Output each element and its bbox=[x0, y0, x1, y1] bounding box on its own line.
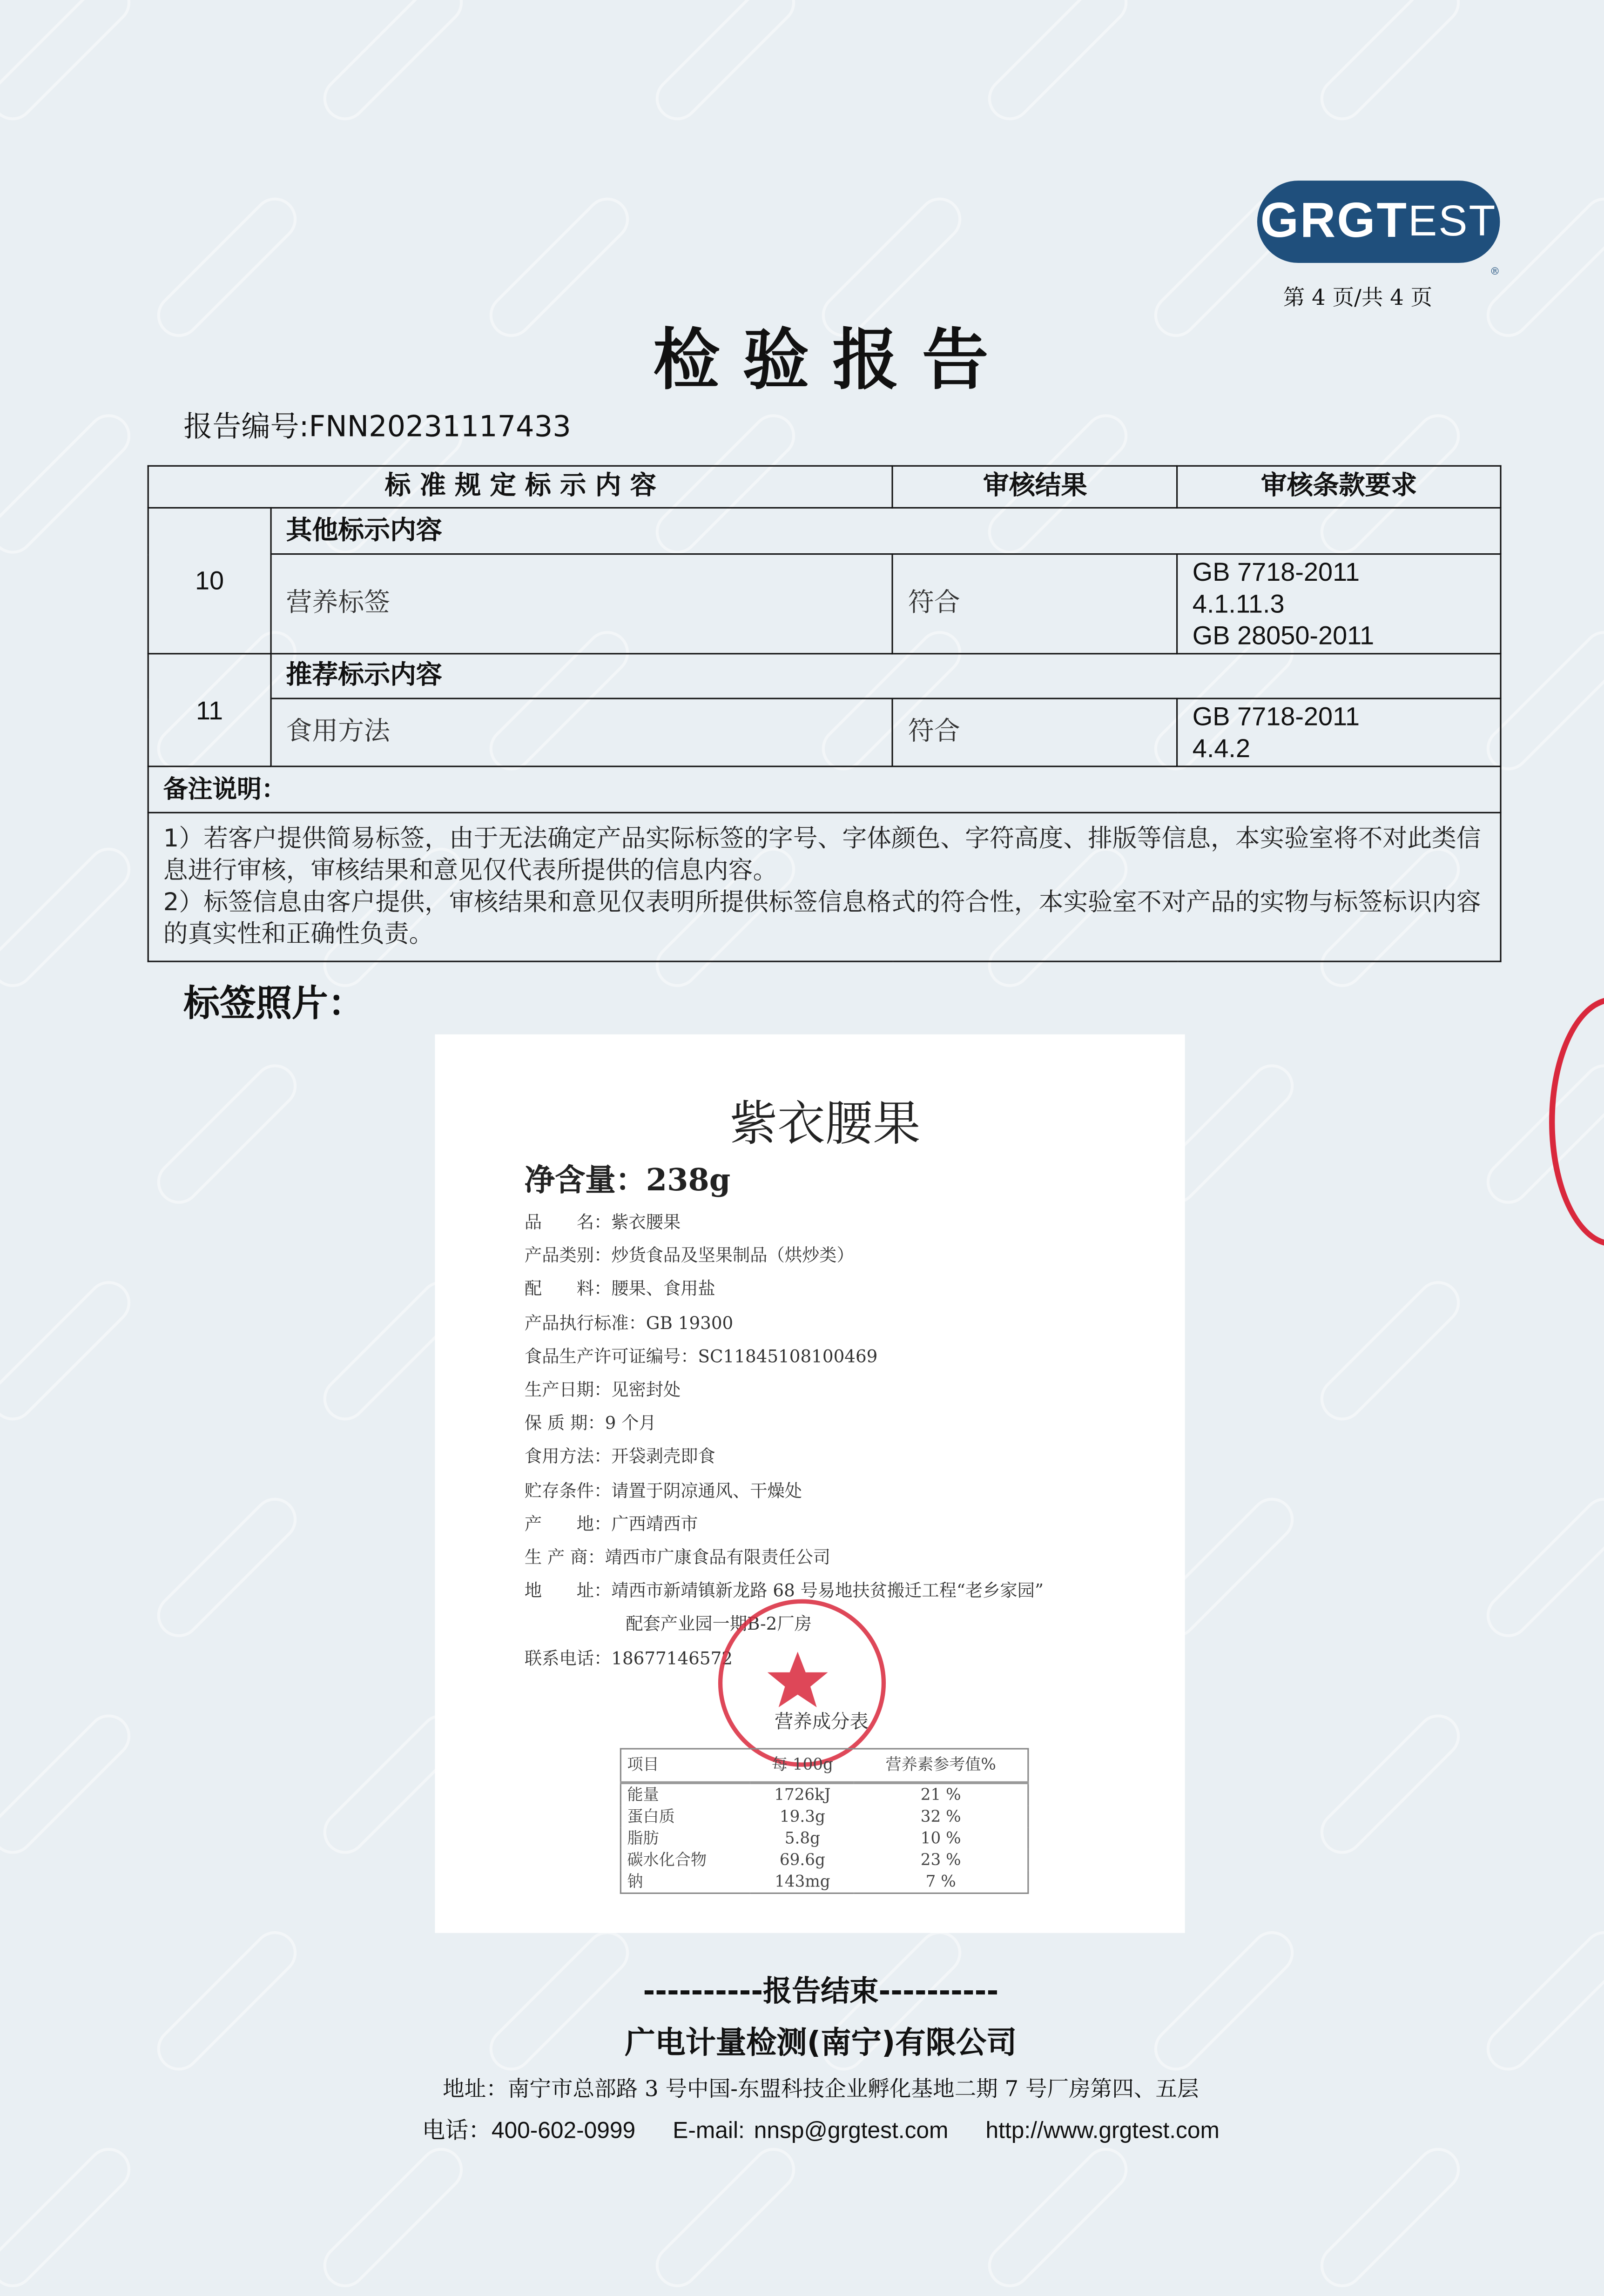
report-number: 报告编号:FNN20231117433 bbox=[183, 409, 571, 444]
watermark-shape bbox=[0, 1705, 139, 1863]
nutrition-cell: 钠 bbox=[627, 1871, 643, 1891]
footer-website[interactable]: http://www.grgtest.com bbox=[985, 2119, 1220, 2144]
footer-address: 地址：南宁市总部路 3 号中国-东盟科技企业孵化基地二期 7 号厂房第四、五层 bbox=[443, 2076, 1199, 2102]
watermark-shape bbox=[647, 2139, 804, 2296]
label-line-key: 配 料： bbox=[524, 1279, 612, 1300]
nutrition-cell: 10 % bbox=[920, 1828, 961, 1847]
nutrition-row bbox=[620, 1827, 1028, 1849]
report-seal-partial bbox=[1549, 997, 1604, 1247]
nutrition-cell: 21 % bbox=[920, 1785, 961, 1804]
label-line bbox=[525, 1512, 698, 1536]
footer-company: 广电计量检测(南宁)有限公司 bbox=[625, 2025, 1017, 2061]
label-line-value: 配套产业园一期B-2厂房 bbox=[626, 1614, 812, 1635]
label-line bbox=[525, 1479, 802, 1502]
row-number: 10 bbox=[148, 508, 271, 654]
label-line-value: SC11845108100469 bbox=[698, 1346, 878, 1367]
nutrition-cell: 蛋白质 bbox=[627, 1806, 675, 1826]
label-line-key: 贮存条件： bbox=[524, 1480, 612, 1501]
logo-text: GRGT bbox=[1260, 194, 1409, 248]
page-indicator: 第 4 页/共 4 页 bbox=[1283, 284, 1433, 311]
nutrition-cell: 143mg bbox=[775, 1871, 830, 1891]
row-item: 食用方法 bbox=[271, 698, 893, 766]
row-clauses bbox=[1177, 698, 1501, 766]
watermark-shape bbox=[1311, 0, 1469, 129]
nut-header: 项目 bbox=[627, 1755, 659, 1774]
label-line-value: 见密封处 bbox=[611, 1379, 681, 1400]
nutrition-row bbox=[620, 1849, 1028, 1871]
nutrition-row bbox=[620, 1783, 1028, 1806]
photo-section-title: 标签照片： bbox=[183, 982, 364, 1025]
registered-mark: ® bbox=[1489, 266, 1500, 278]
label-line bbox=[525, 1311, 733, 1335]
row-result: 符合 bbox=[893, 554, 1177, 654]
label-net-content: 净含量：238g bbox=[524, 1161, 731, 1198]
watermark-shape bbox=[0, 0, 139, 129]
row-number: 11 bbox=[148, 654, 271, 766]
watermark-shape bbox=[0, 839, 139, 996]
nutrition-cell: 5.8g bbox=[784, 1828, 820, 1847]
table-row bbox=[148, 654, 1501, 698]
label-line bbox=[525, 1211, 681, 1234]
label-line bbox=[525, 1244, 854, 1268]
remark: 2）标签信息由客户提供，审核结果和意见仅表明所提供标签信息格式的符合性，本实验室不对产品的实物与标签标识内容的真实性和正确性负责。 bbox=[163, 888, 1481, 949]
watermark-shape bbox=[647, 0, 804, 129]
label-line-key: 保 质 期： bbox=[524, 1413, 605, 1434]
nutrition-cell: 脂肪 bbox=[627, 1828, 659, 1847]
table-header-row bbox=[148, 466, 1501, 508]
nut-header: 营养素参考值% bbox=[885, 1755, 996, 1774]
row-clauses bbox=[1177, 554, 1501, 654]
footer-phone: 电话：400-602-0999 bbox=[422, 2119, 636, 2144]
row-item: 营养标签 bbox=[271, 554, 893, 654]
row-category: 推荐标示内容 bbox=[271, 654, 1501, 698]
nut-header: 每 100g bbox=[771, 1755, 833, 1774]
watermark-shape bbox=[0, 405, 139, 563]
watermark-shape bbox=[0, 1272, 139, 1430]
label-line-key: 食用方法： bbox=[524, 1446, 612, 1467]
label-line-value: 开袋剥壳即食 bbox=[611, 1446, 715, 1467]
label-line bbox=[525, 1546, 830, 1569]
label-line-value: 18677146572 bbox=[611, 1647, 733, 1668]
label-line-key: 食品生产许可证编号： bbox=[524, 1346, 698, 1367]
label-line-value: 9 个月 bbox=[605, 1413, 656, 1434]
header-content: 标 准 规 定 标 示 内 容 bbox=[148, 466, 893, 508]
label-line-value: 炒货食品及坚果制品（烘炒类） bbox=[611, 1245, 854, 1266]
clause: GB 28050-2011 bbox=[1192, 621, 1375, 651]
review-table bbox=[148, 465, 1502, 962]
label-line bbox=[525, 1445, 715, 1469]
table-row bbox=[148, 508, 1501, 554]
remarks-title: 备注说明： bbox=[148, 766, 1501, 812]
watermark-shape bbox=[979, 0, 1136, 129]
label-line-value: 腰果、食用盐 bbox=[611, 1279, 715, 1300]
label-product-title: 紫衣腰果 bbox=[729, 1095, 921, 1152]
nutrition-cell: 69.6g bbox=[779, 1850, 825, 1869]
label-line-key: 生 产 商： bbox=[524, 1547, 605, 1568]
remarks-content bbox=[148, 812, 1501, 961]
nutrition-cell: 32 % bbox=[920, 1806, 961, 1826]
watermark-shape bbox=[148, 1489, 305, 1646]
clause: 4.1.11.3 bbox=[1192, 589, 1285, 618]
label-line-key: 品 名： bbox=[524, 1212, 612, 1233]
label-line-value: 靖西市新靖镇新龙路 68 号易地扶贫搬迁工程“老乡家园” bbox=[611, 1580, 1044, 1601]
remark: 1）若客户提供简易标签，由于无法确定产品实际标签的字号、字体颜色、字符高度、排版等信息，本实验室将不对此类信息进行审核，审核结果和意见仅代表所提供的信息内容。 bbox=[163, 825, 1481, 886]
nutrition-cell: 7 % bbox=[925, 1871, 956, 1891]
watermark-shape bbox=[314, 0, 472, 129]
table-row bbox=[148, 698, 1501, 766]
label-line-key: 产品类别： bbox=[524, 1245, 612, 1266]
label-line bbox=[525, 1378, 681, 1402]
label-line-key: 联系电话： bbox=[524, 1647, 612, 1668]
remarks-title-row bbox=[148, 766, 1501, 812]
company-seal bbox=[718, 1599, 886, 1767]
logo-text-suffix: EST bbox=[1408, 197, 1497, 245]
clause: 4.4.2 bbox=[1192, 734, 1251, 763]
row-result: 符合 bbox=[893, 698, 1177, 766]
clause: GB 7718-2011 bbox=[1192, 702, 1360, 731]
table-row bbox=[148, 554, 1501, 654]
watermark-shape bbox=[1478, 1489, 1604, 1646]
watermark-shape bbox=[148, 1055, 305, 1213]
remarks-row bbox=[148, 812, 1501, 961]
clause: GB 7718-2011 bbox=[1192, 557, 1360, 587]
watermark-shape bbox=[979, 2139, 1136, 2296]
label-line bbox=[525, 1646, 733, 1670]
label-line bbox=[525, 1345, 877, 1368]
nutrition-cell: 1726kJ bbox=[774, 1785, 831, 1804]
nutrition-cell: 23 % bbox=[920, 1850, 961, 1869]
nutrition-title: 营养成分表 bbox=[775, 1712, 869, 1734]
header-clauses: 审核条款要求 bbox=[1177, 466, 1501, 508]
watermark-shape bbox=[314, 2139, 472, 2296]
label-line bbox=[525, 1278, 715, 1301]
nutrition-cell: 碳水化合物 bbox=[627, 1850, 707, 1869]
label-line-value: 靖西市广康食品有限责任公司 bbox=[605, 1547, 831, 1568]
label-line-value: 请置于阴凉通风、干燥处 bbox=[611, 1480, 802, 1501]
nutrition-row bbox=[620, 1871, 1028, 1893]
footer-email[interactable]: E-mail: nnsp@grgtest.com bbox=[673, 2119, 949, 2144]
watermark-shape bbox=[1311, 1705, 1469, 1863]
label-line-value: 紫衣腰果 bbox=[611, 1212, 681, 1233]
nutrition-cell: 19.3g bbox=[779, 1806, 825, 1826]
row-category: 其他标示内容 bbox=[271, 508, 1501, 554]
watermark-shape bbox=[1311, 1272, 1469, 1430]
nutrition-table bbox=[620, 1748, 1029, 1894]
label-line-key: 产品执行标准： bbox=[524, 1312, 646, 1333]
watermark-shape bbox=[0, 2139, 139, 2296]
nutrition-cell: 能量 bbox=[627, 1785, 659, 1804]
label-line-key: 地 址： bbox=[524, 1580, 612, 1601]
watermark-shape bbox=[1311, 2139, 1469, 2296]
page-title: 检 验 报 告 bbox=[653, 321, 989, 399]
label-line-key: 生产日期： bbox=[524, 1379, 612, 1400]
label-line-key: 产 地： bbox=[524, 1513, 612, 1534]
footer-contact bbox=[0, 2118, 1604, 2147]
label-line bbox=[525, 1412, 656, 1435]
label-line-value: 广西靖西市 bbox=[611, 1513, 698, 1534]
nutrition-row bbox=[620, 1806, 1028, 1828]
label-line-value: GB 19300 bbox=[646, 1312, 734, 1333]
report-end: ----------报告结束---------- bbox=[643, 1973, 999, 2008]
header-result: 审核结果 bbox=[893, 466, 1177, 508]
label-photo bbox=[435, 1034, 1185, 1933]
grgtest-logo bbox=[1257, 181, 1500, 263]
